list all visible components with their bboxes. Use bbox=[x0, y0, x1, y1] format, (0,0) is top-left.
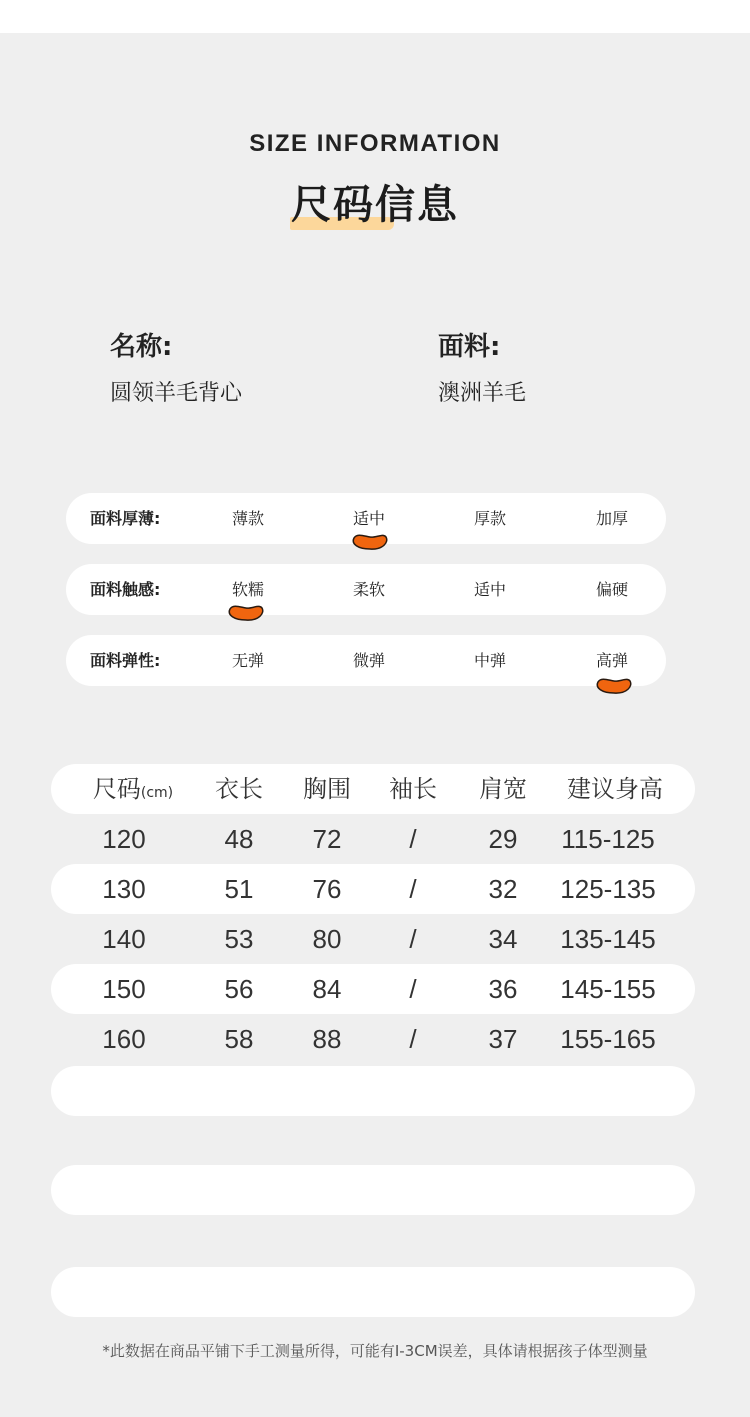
fabric-value: 澳洲羊毛 bbox=[438, 381, 527, 406]
cell-shoulder: 32 bbox=[488, 874, 518, 904]
cell-length: 48 bbox=[224, 824, 254, 854]
table-row-empty bbox=[51, 1066, 695, 1116]
header-sleeve: 袖长 bbox=[389, 775, 437, 803]
table-row-empty bbox=[51, 1165, 695, 1215]
attribute-label: 面料厚薄: bbox=[90, 509, 161, 528]
option-thin: 薄款 bbox=[231, 509, 264, 528]
cell-sleeve: / bbox=[409, 874, 417, 904]
option-soft: 柔软 bbox=[352, 580, 385, 599]
cell-sleeve: / bbox=[409, 924, 417, 954]
cell-size: 130 bbox=[102, 874, 146, 904]
cell-shoulder: 34 bbox=[488, 924, 518, 954]
cell-sleeve: / bbox=[409, 974, 417, 1004]
table-header bbox=[51, 764, 695, 814]
header-height: 建议身高 bbox=[567, 775, 663, 803]
name-label: 名称: bbox=[110, 332, 173, 362]
cell-height: 135-145 bbox=[560, 924, 656, 954]
cell-size: 150 bbox=[102, 974, 146, 1004]
option-slight-stretch: 微弹 bbox=[352, 651, 385, 670]
title-block bbox=[0, 178, 750, 238]
table-row bbox=[51, 964, 695, 1014]
header-shoulder: 肩宽 bbox=[479, 775, 527, 803]
cell-chest: 84 bbox=[312, 974, 342, 1004]
title-chinese: 尺码信息 bbox=[291, 182, 459, 228]
option-moderate: 适中 bbox=[473, 580, 506, 599]
fabric-label: 面料: bbox=[438, 332, 501, 362]
cell-length: 53 bbox=[224, 924, 254, 954]
cell-height: 145-155 bbox=[560, 974, 656, 1004]
cell-size: 160 bbox=[102, 1024, 146, 1054]
cell-size: 120 bbox=[102, 824, 146, 854]
attribute-row-touch bbox=[66, 564, 666, 615]
option-medium-stretch: 中弹 bbox=[473, 651, 506, 670]
cell-shoulder: 29 bbox=[488, 824, 518, 854]
attribute-label: 面料弹性: bbox=[90, 651, 161, 670]
table-row bbox=[51, 814, 695, 864]
table-row bbox=[51, 914, 695, 964]
cell-chest: 72 bbox=[312, 824, 342, 854]
option-thick: 厚款 bbox=[473, 509, 506, 528]
option-high-stretch: 高弹 bbox=[595, 651, 628, 670]
header-size: 尺码(cm) bbox=[92, 775, 174, 803]
cell-length: 58 bbox=[224, 1024, 254, 1054]
title-english: SIZE INFORMATION bbox=[249, 130, 501, 157]
table-row bbox=[51, 1014, 695, 1064]
cell-shoulder: 36 bbox=[488, 974, 518, 1004]
option-extra-thick: 加厚 bbox=[595, 509, 628, 528]
cell-sleeve: / bbox=[409, 824, 417, 854]
cell-length: 51 bbox=[224, 874, 254, 904]
cell-chest: 76 bbox=[312, 874, 342, 904]
cell-chest: 88 bbox=[312, 1024, 342, 1054]
header-chest: 胸围 bbox=[303, 775, 351, 803]
table-row bbox=[51, 864, 695, 914]
cell-height: 125-135 bbox=[560, 874, 656, 904]
option-stiff: 偏硬 bbox=[595, 580, 628, 599]
selected-marker-icon bbox=[596, 677, 632, 695]
option-soft-fluffy: 软糯 bbox=[231, 580, 264, 599]
option-medium: 适中 bbox=[352, 509, 385, 528]
attribute-label: 面料触感: bbox=[90, 580, 161, 599]
selected-marker-icon bbox=[352, 533, 388, 551]
cell-height: 115-125 bbox=[561, 824, 655, 854]
cell-shoulder: 37 bbox=[488, 1024, 518, 1054]
cell-height: 155-165 bbox=[560, 1024, 656, 1054]
option-no-stretch: 无弹 bbox=[231, 651, 264, 670]
measurement-footnote: *此数据在商品平铺下手工测量所得，可能有I-3CM误差，具体请根据孩子体型测量 bbox=[102, 1342, 648, 1360]
cell-size: 140 bbox=[102, 924, 146, 954]
selected-marker-icon bbox=[228, 604, 264, 622]
name-value: 圆领羊毛背心 bbox=[110, 381, 243, 406]
cell-chest: 80 bbox=[312, 924, 342, 954]
attribute-row-elasticity bbox=[66, 635, 666, 686]
cell-length: 56 bbox=[224, 974, 254, 1004]
header-length: 衣长 bbox=[215, 775, 263, 803]
table-row-empty bbox=[51, 1267, 695, 1317]
cell-sleeve: / bbox=[409, 1024, 417, 1054]
